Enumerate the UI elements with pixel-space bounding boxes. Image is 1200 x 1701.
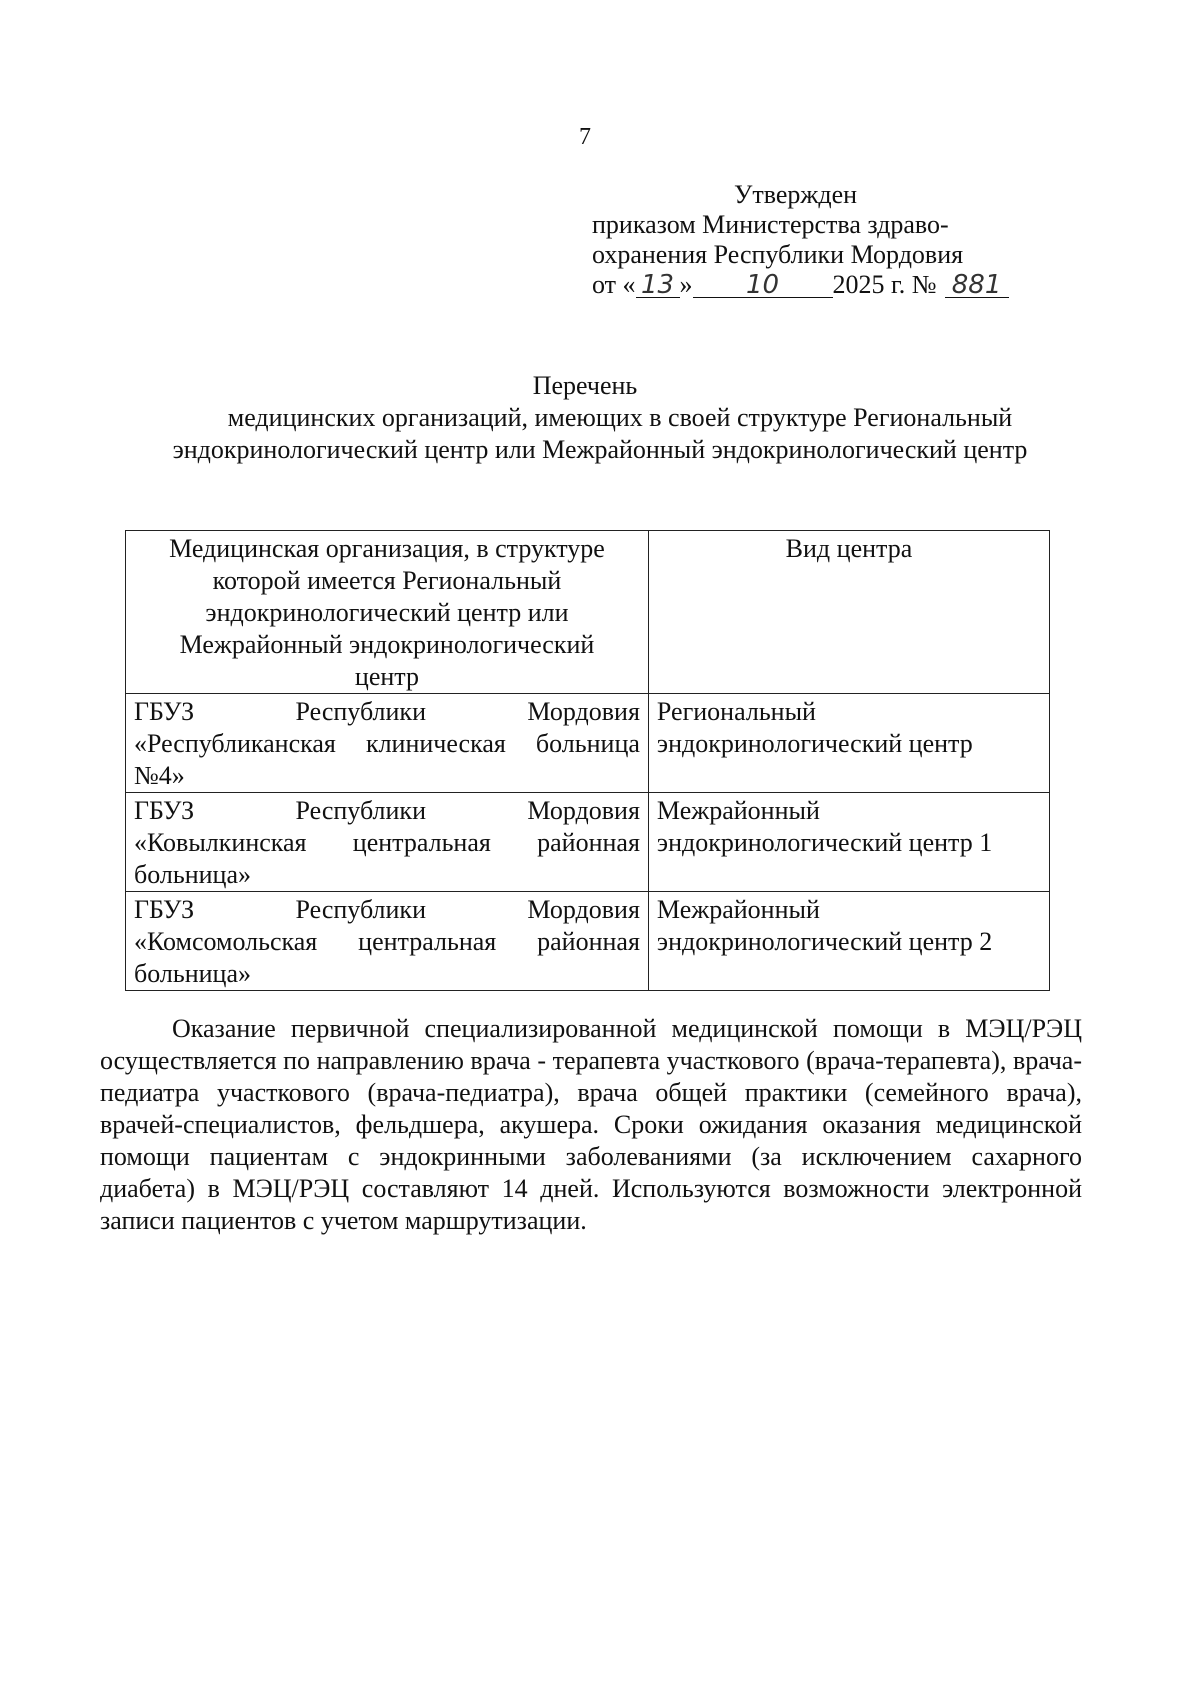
org-rest: «Ковылкинская центральная районная больница» — [134, 828, 640, 889]
order-number-field — [945, 270, 1009, 300]
order-number-handwritten: 881 — [951, 270, 1002, 300]
org-part: ГБУЗ — [134, 796, 195, 825]
table-row — [126, 793, 1050, 892]
date-day-handwritten: 13 — [640, 270, 675, 300]
org-part: ГБУЗ — [134, 895, 195, 924]
date-year: 2025 г. № — [832, 270, 937, 299]
header-center-type: Вид центра — [648, 531, 1049, 694]
date-prefix: от « — [592, 270, 636, 299]
approval-date-line — [592, 270, 1032, 300]
org-part: Республики — [295, 697, 426, 726]
org-first-line — [134, 894, 640, 926]
date-month-handwritten: 10 — [745, 270, 780, 300]
header-organization: Медицинская организация, в структуре которой имеется Региональный эндокринологический центр или Межрайонный эндокринологический центр — [126, 531, 649, 694]
organizations-table — [125, 530, 1050, 991]
title-line-2: медицинских организаций, имеющих в своей структуре Региональный — [227, 403, 1013, 432]
org-part: Мордовия — [527, 895, 640, 924]
org-rest: «Комсомольская центральная районная больница» — [134, 927, 640, 988]
org-part: ГБУЗ — [134, 697, 195, 726]
approval-line-2: приказом Министерства здраво- — [592, 210, 949, 239]
approval-line-3: охранения Республики Мордовия — [592, 240, 964, 269]
org-part: Республики — [295, 796, 426, 825]
approval-line-1: Утвержден — [734, 180, 858, 209]
org-rest: «Республиканская клиническая больница №4» — [134, 729, 640, 790]
body-paragraph: Оказание первичной специализированной медицинской помощи в МЭЦ/РЭЦ осуществляется по направлению врача - терапевта участкового (врача-терапевта), врача-педиатра участкового (врача-педиатра), врача общей практики (семейного врача), врачей-специалистов, фельдшера, акушера. Сроки ожидания оказания медицинской помощи пациентам с эндокринными заболеваниями (за исключением сахарного диабета) в МЭЦ/РЭЦ составляют 14 дней. Используются возможности электронной записи пациентов с учетом маршрутизации. — [100, 1014, 1082, 1235]
title-line-3: эндокринологический центр или Межрайонный эндокринологический центр — [172, 435, 1028, 464]
row-organization — [126, 892, 649, 991]
row-organization — [126, 694, 649, 793]
table-header-row — [126, 531, 1050, 694]
page-number: 7 — [579, 124, 591, 150]
date-day-suffix: » — [679, 270, 693, 299]
approval-block — [592, 180, 1032, 300]
date-month-field — [693, 270, 833, 300]
row-organization — [126, 793, 649, 892]
row-center-type: Межрайонный эндокринологический центр 2 — [648, 892, 1049, 991]
org-first-line — [134, 696, 640, 728]
document-title — [0, 370, 1200, 466]
org-part: Республики — [295, 895, 426, 924]
date-day-field — [636, 270, 680, 300]
org-part: Мордовия — [527, 796, 640, 825]
table-row — [126, 892, 1050, 991]
row-center-type: Межрайонный эндокринологический центр 1 — [648, 793, 1049, 892]
org-first-line — [134, 795, 640, 827]
org-part: Мордовия — [527, 697, 640, 726]
row-center-type: Региональный эндокринологический центр — [648, 694, 1049, 793]
table-row — [126, 694, 1050, 793]
title-line-1: Перечень — [532, 371, 638, 400]
